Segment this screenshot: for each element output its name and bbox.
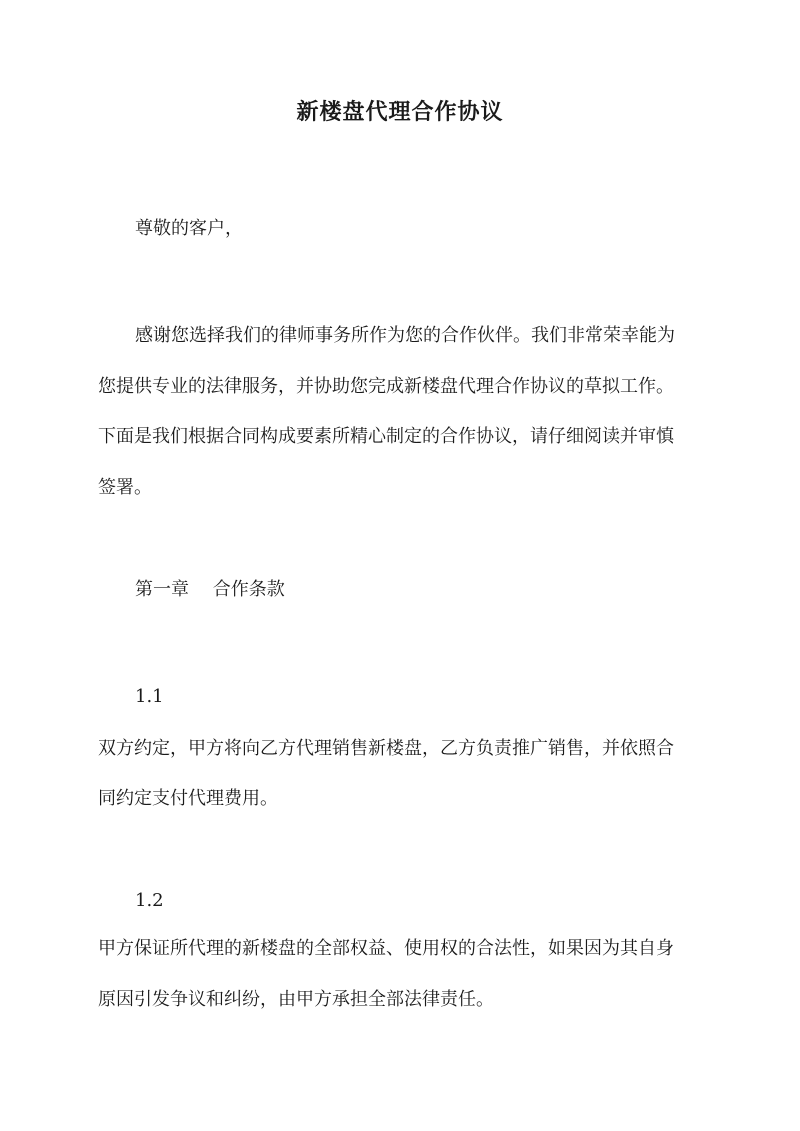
clause-1-1-line-1: 双方约定，甲方将向乙方代理销售新楼盘，乙方负责推广销售，并依照合 xyxy=(98,738,674,759)
clause-number-1-2: 1.2 xyxy=(135,890,164,911)
chapter-label: 第一章 xyxy=(135,579,189,600)
clause-number-1-1: 1.1 xyxy=(135,686,164,707)
greeting: 尊敬的客户， xyxy=(135,218,243,239)
chapter-name: 合作条款 xyxy=(212,579,285,600)
chapter-heading xyxy=(135,577,285,603)
intro-line-3: 下面是我们根据合同构成要素所精心制定的合作协议，请仔细阅读并审慎 xyxy=(98,426,674,447)
clause-1-2-line-1: 甲方保证所代理的新楼盘的全部权益、使用权的合法性，如果因为其自身 xyxy=(98,938,674,959)
intro-line-1: 感谢您选择我们的律师事务所作为您的合作伙伴。我们非常荣幸能为 xyxy=(135,325,675,346)
clause-1-2-line-2: 原因引发争议和纠纷，由甲方承担全部法律责任。 xyxy=(98,989,494,1010)
document-title: 新楼盘代理合作协议 xyxy=(296,99,504,125)
intro-line-2: 您提供专业的法律服务，并协助您完成新楼盘代理合作协议的草拟工作。 xyxy=(98,376,674,397)
clause-1-1-line-2: 同约定支付代理费用。 xyxy=(98,788,278,809)
intro-line-4: 签署。 xyxy=(98,477,152,498)
